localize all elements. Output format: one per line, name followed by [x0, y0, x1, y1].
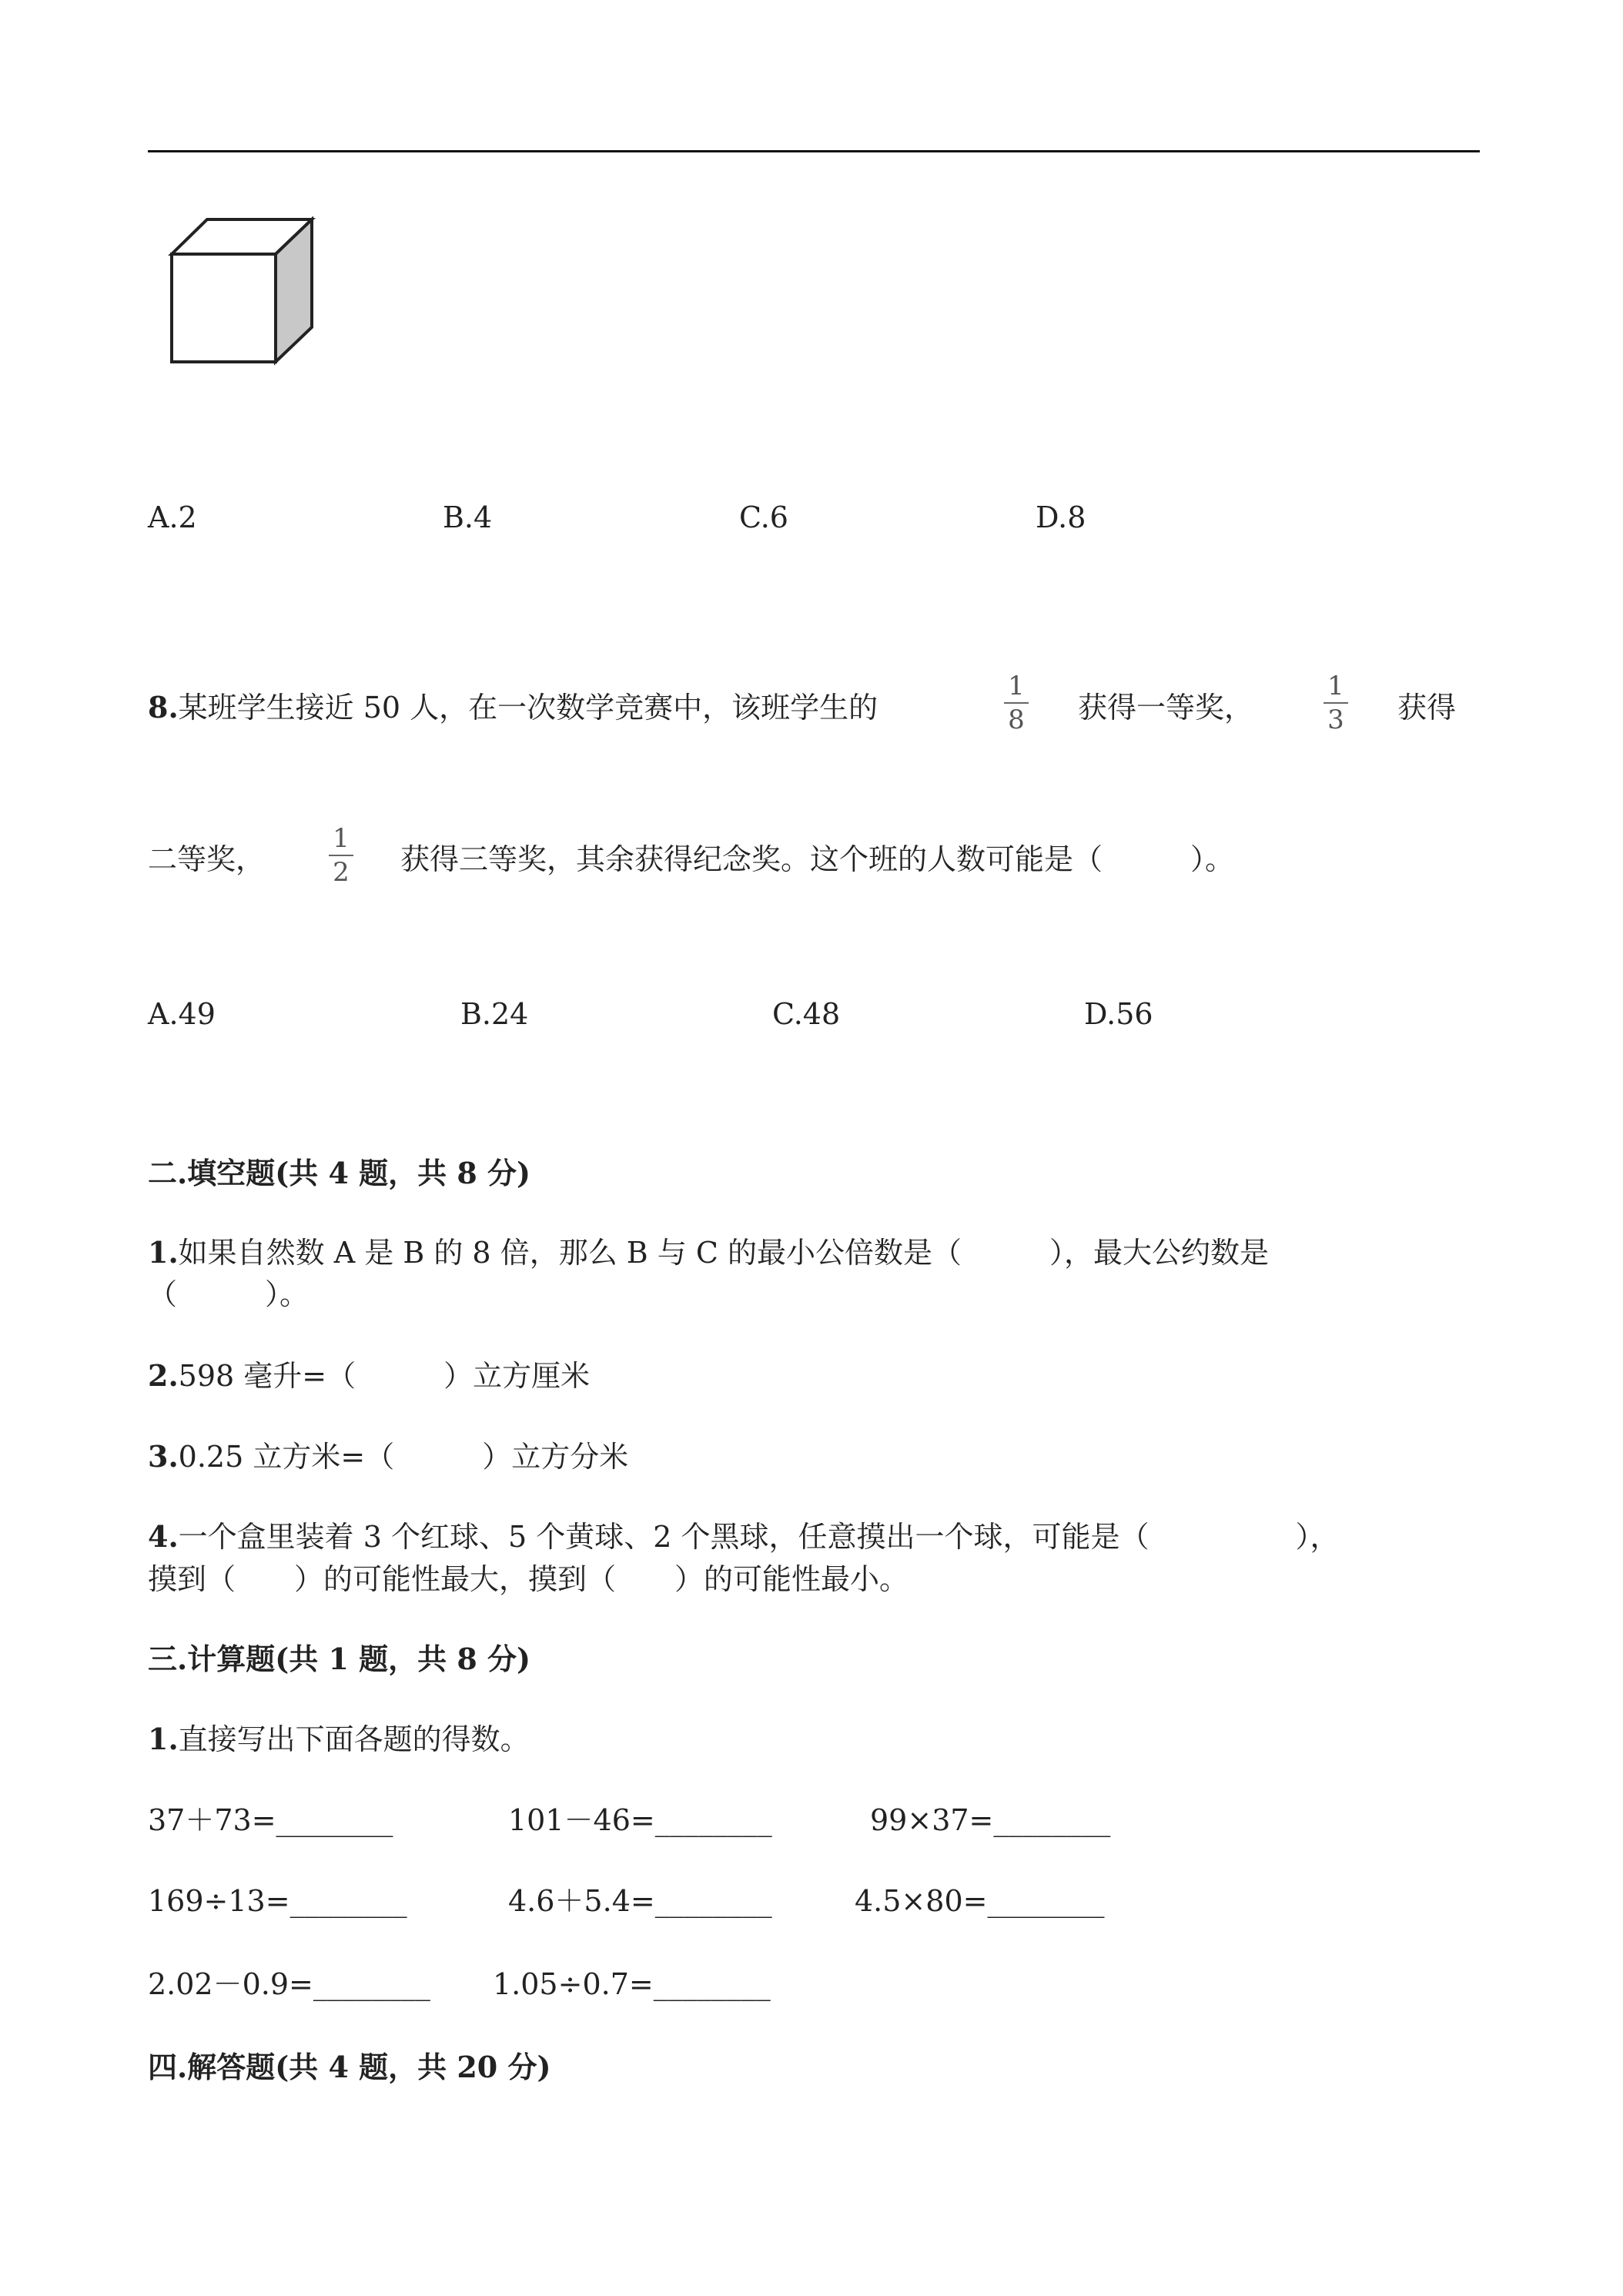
s2-q4-line1 [148, 1518, 1340, 1555]
q8-line1-start [148, 689, 878, 726]
fraction-denominator: 3 [1327, 705, 1344, 735]
s2-q2 [148, 1357, 590, 1394]
s2-q1-text: 如果自然数 A 是 B 的 8 倍，那么 B 与 C 的最小公倍数是（ ），最大公约数是 [178, 1236, 1270, 1270]
cube-front-face [172, 254, 276, 362]
section4-title: 四.解答题(共 4 题，共 20 分) [148, 2050, 551, 2084]
q8-text-part1: 某班学生接近 50 人，在一次数学竞赛中，该班学生的 [178, 691, 878, 725]
s2-q1-line2: （ ）。 [148, 1277, 310, 1311]
s2-q2-text: 598 毫升=（ ）立方厘米 [178, 1359, 591, 1393]
calc-r3-c1[interactable]: 2.02－0.9=________ [148, 1967, 430, 2001]
q7-option-c[interactable]: C.6 [739, 500, 788, 534]
calc-r2-c1[interactable]: 169÷13=________ [148, 1884, 407, 1918]
calc-r1-c2[interactable]: 101－46=________ [508, 1803, 772, 1837]
fraction-numerator: 1 [1008, 671, 1025, 701]
s2-q4-number: 4. [148, 1519, 179, 1554]
calc-r3-c2[interactable]: 1.05÷0.7=________ [493, 1967, 771, 2001]
fraction-bar [1004, 702, 1029, 704]
s2-q1-number: 1. [148, 1235, 179, 1270]
fraction-denominator: 8 [1008, 705, 1025, 735]
s3-q1-text: 直接写出下面各题的得数。 [178, 1722, 530, 1756]
q7-option-a[interactable]: A.2 [148, 500, 197, 534]
calc-r1-c1[interactable]: 37＋73=________ [148, 1803, 393, 1837]
fraction-numerator: 1 [1327, 671, 1344, 701]
q8-option-a[interactable]: A.49 [148, 997, 216, 1031]
q8-number: 8. [148, 690, 179, 725]
fraction-numerator: 1 [333, 823, 350, 854]
q8-text-part2: 获得一等奖， [1078, 691, 1254, 725]
s2-q4-line2: 摸到（ ）的可能性最大，摸到（ ）的可能性最小。 [148, 1562, 909, 1596]
section3-title: 三.计算题(共 1 题，共 8 分) [148, 1642, 530, 1676]
s3-q1-number: 1. [148, 1722, 179, 1756]
fraction-one-eighth [1001, 671, 1032, 735]
calc-r1-c3[interactable]: 99×37=________ [870, 1803, 1111, 1837]
q8-option-b[interactable]: B.24 [460, 997, 529, 1031]
s2-q3-text: 0.25 立方米=（ ）立方分米 [178, 1440, 629, 1474]
q8-text-part3: 获得 [1397, 691, 1457, 725]
q7-option-d[interactable]: D.8 [1036, 500, 1086, 534]
cube-figure [166, 216, 320, 370]
s3-q1 [148, 1721, 530, 1758]
s2-q3-number: 3. [148, 1439, 179, 1474]
q8-text-part4: 二等奖， [148, 842, 266, 876]
s2-q2-number: 2. [148, 1358, 179, 1393]
calc-r2-c2[interactable]: 4.6＋5.4=________ [508, 1884, 772, 1918]
q8-option-c[interactable]: C.48 [772, 997, 841, 1031]
fraction-one-third [1320, 671, 1351, 735]
fraction-bar [329, 855, 353, 856]
s2-q1-line1 [148, 1234, 1269, 1271]
fraction-bar [1323, 702, 1348, 704]
q8-option-d[interactable]: D.56 [1084, 997, 1153, 1031]
q7-option-b[interactable]: B.4 [443, 500, 493, 534]
header-rule [148, 150, 1480, 152]
q8-text-part5: 获得三等奖，其余获得纪念奖。这个班的人数可能是（ ）。 [400, 842, 1235, 876]
calc-r2-c3[interactable]: 4.5×80=________ [855, 1884, 1105, 1918]
section2-title: 二.填空题(共 4 题，共 8 分) [148, 1156, 530, 1190]
s2-q3 [148, 1438, 628, 1475]
s2-q4-text: 一个盒里装着 3 个红球、5 个黄球、2 个黑球，任意摸出一个球，可能是（ ）， [178, 1520, 1340, 1554]
fraction-denominator: 2 [333, 857, 350, 888]
fraction-one-half [326, 824, 356, 887]
